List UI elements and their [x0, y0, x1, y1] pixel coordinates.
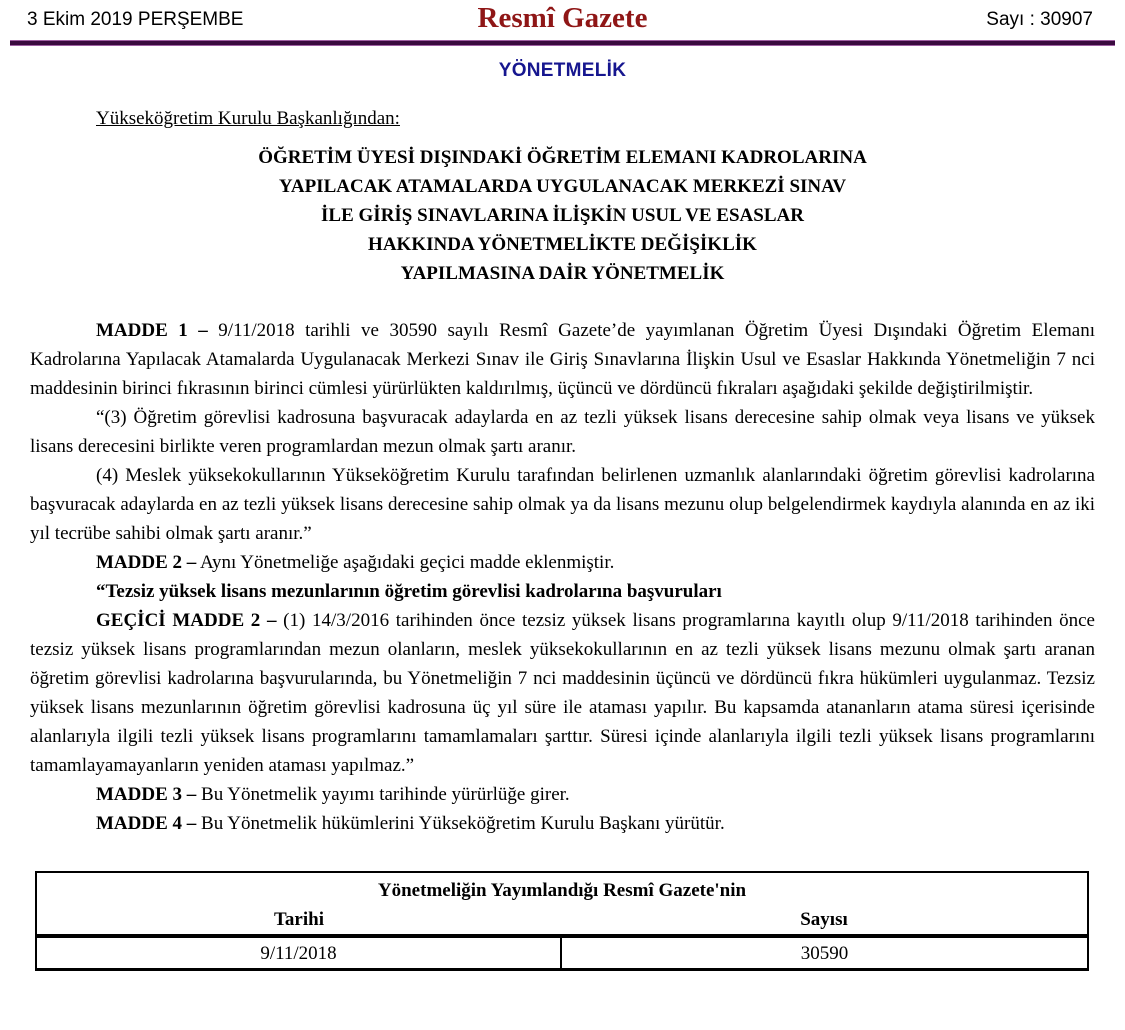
column-header-tarihi: Tarihi — [274, 909, 324, 930]
article-label: GEÇİCİ MADDE 2 – — [96, 610, 277, 631]
issue-date: 3 Ekim 2019 PERŞEMBE — [27, 9, 244, 30]
cell-sayisi-value: 30590 — [561, 936, 1088, 970]
issuing-authority-text: Yükseköğretim Kurulu Başkanlığından: — [96, 108, 400, 129]
regulation-title-line: ÖĞRETİM ÜYESİ DIŞINDAKİ ÖĞRETİM ELEMANI KADROLARINA — [258, 147, 867, 168]
paragraph-madde-3 — [30, 780, 1095, 809]
masthead-title: Resmî Gazete — [477, 2, 648, 34]
article-text: (4) Meslek yüksekokullarının Yükseköğretim Kurulu tarafından belirlenen uzmanlık alanlarındaki öğretim görevlisi kadrolarına başvuracak adaylarda en az tezli yüksek lisans derecesine sahip olmak ya da lisans mezunu olup belgelendirmek kaydıyla alanında en az iki yıl tecrübe sahibi olmak şartı aranır.” — [30, 465, 1095, 544]
regulation-title — [30, 143, 1095, 288]
articles-block — [30, 316, 1095, 838]
article-label: MADDE 1 – — [96, 320, 208, 341]
column-header-sayisi: Sayısı — [800, 909, 848, 930]
article-label: MADDE 2 – — [96, 552, 197, 573]
article-text: “(3) Öğretim görevlisi kadrosuna başvuracak adaylarda en az tezli yüksek lisans derecesine sahip olmak veya lisans ve yüksek lisans derecesini birlikte veren programlardan mezun olmak şartı aranır. — [30, 407, 1095, 457]
paragraph-madde-4 — [30, 809, 1095, 838]
regulation-title-line: HAKKINDA YÖNETMELİKTE DEĞİŞİKLİK — [368, 234, 757, 255]
regulation-title-line: İLE GİRİŞ SINAVLARINA İLİŞKİN USUL VE ESASLAR — [321, 205, 804, 226]
regulation-title-line: YAPILMASINA DAİR YÖNETMELİK — [400, 263, 725, 284]
header-rule-divider — [10, 40, 1115, 46]
paragraph-fikra-4 — [30, 461, 1095, 548]
table-title-row — [36, 872, 1088, 905]
publication-reference-table — [35, 871, 1089, 971]
article-text: 9/11/2018 tarihli ve 30590 sayılı Resmî Gazete’de yayımlanan Öğretim Üyesi Dışındaki Öğretim Elemanı Kadrolarına Yapılacak Atamalarda Uygulanacak Merkezi Sınav ile Giriş Sınavlarına İlişkin Usul ve Esaslar Hakkında Yönetmeliğin 7 nci maddesinin birinci fıkrasının birinci cümlesi yürürlükten kaldırılmış, üçüncü ve dördüncü fıkraları aşağıdaki şekilde değiştirilmiştir. — [30, 320, 1095, 399]
section-heading: YÖNETMELİK — [498, 60, 627, 81]
paragraph-gecici-heading — [30, 577, 1095, 606]
paragraph-fikra-3 — [30, 403, 1095, 461]
document-body — [30, 104, 1095, 971]
table-row — [36, 936, 1088, 970]
table-title: Yönetmeliğin Yayımlandığı Resmî Gazete'nin — [377, 880, 747, 901]
article-text: (1) 14/3/2016 tarihinden önce tezsiz yüksek lisans programlarına kayıtlı olup 9/11/2018 tarihinden önce tezsiz yüksek lisans programlarından mezun olanların, meslek yüksekokullarının en az tezli yüksek lisans mezunu olmak şartı aranan öğretim görevlisi kadrolarına başvurularında, bu Yönetmeliğin 7 nci maddesinin üçüncü ve dördüncü fıkra hükümleri uygulanmaz. Tezsiz yüksek lisans mezunlarının öğretim görevlisi kadrosuna üç yıl süre ile ataması yapılır. Bu kapsamda atananların atama süresi içerisinde alanlarıyla ilgili tezli yüksek lisans programlarını tamamlamaları şarttır. Süresi içinde alanlarıyla ilgili tezli yüksek lisans programlarını tamamlayamayanların yeniden ataması yapılmaz.” — [30, 610, 1095, 776]
paragraph-gecici-madde-2 — [30, 606, 1095, 780]
article-text: Aynı Yönetmeliğe aşağıdaki geçici madde eklenmiştir. — [196, 552, 615, 573]
article-label: MADDE 3 – — [96, 784, 197, 805]
article-text: Bu Yönetmelik yayımı tarihinde yürürlüğe girer. — [196, 784, 570, 805]
gazette-header — [0, 0, 1125, 40]
article-label: MADDE 4 – — [96, 813, 197, 834]
article-text: Bu Yönetmelik hükümlerini Yükseköğretim Kurulu Başkanı yürütür. — [196, 813, 725, 834]
article-label: “Tezsiz yüksek lisans mezunlarının öğretim görevlisi kadrolarına başvuruları — [96, 581, 722, 602]
paragraph-madde-2 — [30, 548, 1095, 577]
regulation-title-line: YAPILACAK ATAMALARDA UYGULANACAK MERKEZİ SINAV — [278, 176, 847, 197]
cell-tarihi-value: 9/11/2018 — [36, 936, 561, 970]
paragraph-madde-1 — [30, 316, 1095, 403]
table-header-row — [36, 905, 1088, 936]
issuing-authority-line — [30, 104, 1095, 133]
issue-number: Sayı : 30907 — [986, 9, 1093, 30]
